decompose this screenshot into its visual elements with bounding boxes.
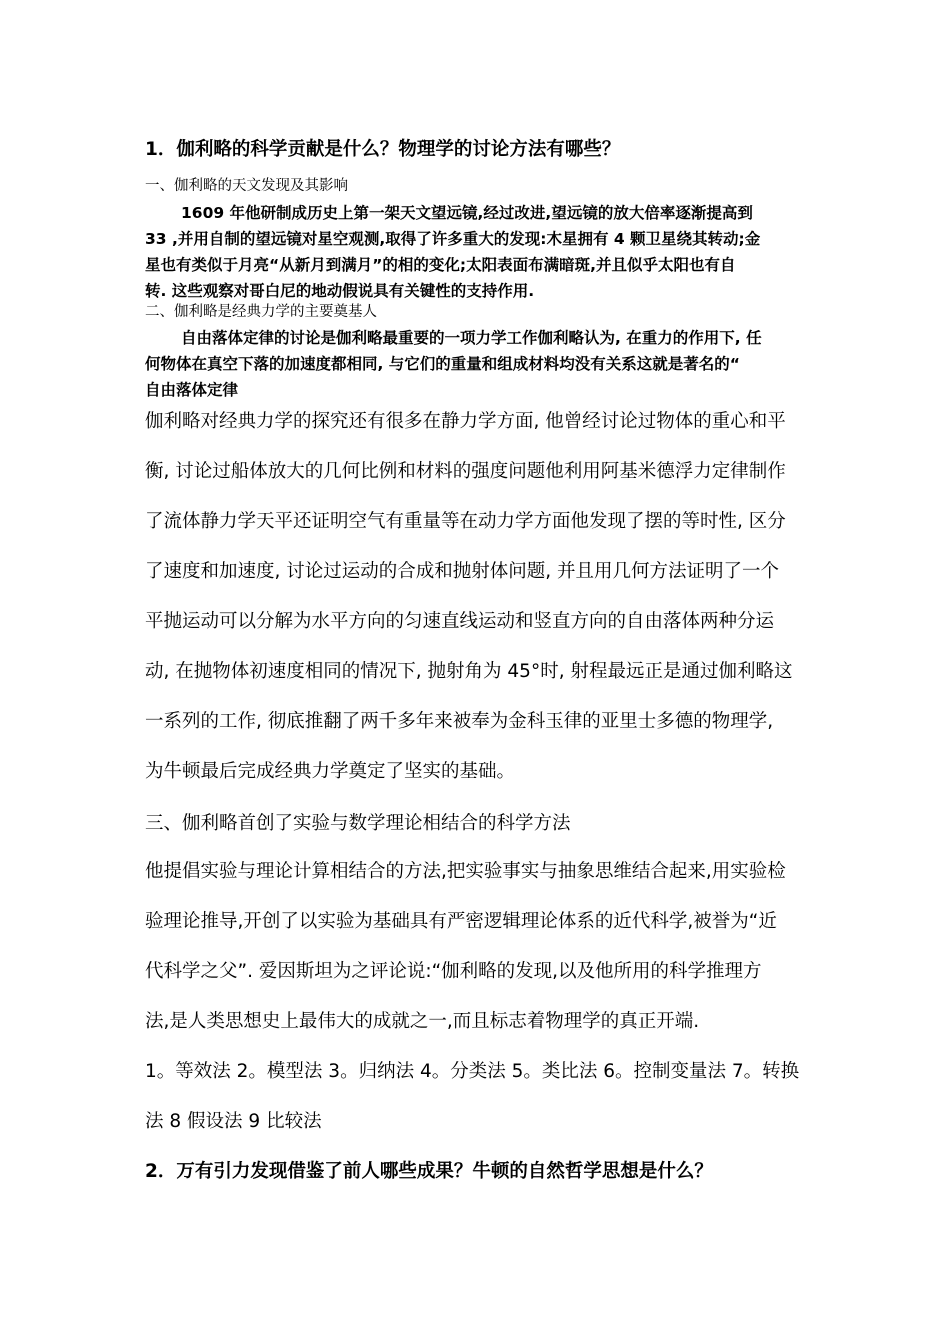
- section-3-paragraph: [145, 847, 825, 1047]
- mechanics-paragraph: [145, 397, 825, 797]
- paragraph-line: 何物体在真空下落的加速度都相同, 与它们的重量和组成材料均没有关系这就是著名的“: [145, 355, 740, 373]
- paragraph-line: 星也有类似于月亮“从新月到满月”的相的变化;太阳表面布满暗斑,并且似乎太阳也有自: [145, 256, 736, 274]
- paragraph-line: 转. 这些观察对哥白尼的地动假说具有关键性的支持作用.: [145, 282, 535, 300]
- paragraph-line: 自由落体定律的讨论是伽利略最重要的一项力学工作伽利略认为, 在重力的作用下, 任: [181, 329, 762, 347]
- paragraph-line: 一系列的工作, 彻底推翻了两千多年来被奉为金科玉律的亚里士多德的物理学,: [145, 711, 774, 732]
- section-2-paragraph: [145, 325, 810, 403]
- paragraph-line: 33 ,并用自制的望远镜对星空观测,取得了许多重大的发现:木星拥有 4 颗卫星绕其转动;金: [145, 230, 761, 248]
- paragraph-line: 代科学之父”. 爱因斯坦为之评论说:“伽利略的发现,以及他所用的科学推理方: [145, 961, 762, 982]
- paragraph-line: 伽利略对经典力学的探究还有很多在静力学方面, 他曾经讨论过物体的重心和平: [145, 411, 786, 432]
- paragraph-line: 验理论推导,开创了以实验为基础具有严密逻辑理论体系的近代科学,被誉为“近: [145, 911, 777, 932]
- section-3-heading: 三、伽利略首创了实验与数学理论相结合的科学方法: [145, 813, 571, 834]
- paragraph-line: 1。等效法 2。模型法 3。归纳法 4。分类法 5。类比法 6。控制变量法 7。转换: [145, 1061, 800, 1082]
- paragraph-line: 了速度和加速度, 讨论过运动的合成和抛射体问题, 并且用几何方法证明了一个: [145, 561, 780, 582]
- paragraph-line: 法 8 假设法 9 比较法: [145, 1111, 322, 1132]
- paragraph-line: 法,是人类思想史上最伟大的成就之一,而且标志着物理学的真正开端.: [145, 1011, 700, 1032]
- section-1-paragraph: [145, 200, 810, 304]
- paragraph-line: 平抛运动可以分解为水平方向的匀速直线运动和竖直方向的自由落体两种分运: [145, 611, 775, 632]
- question-1-heading: 1．伽利略的科学贡献是什么？物理学的讨论方法有哪些？: [145, 139, 621, 160]
- paragraph-line: 衡, 讨论过船体放大的几何比例和材料的强度问题他利用阿基米德浮力定律制作: [145, 461, 786, 482]
- paragraph-line: 他提倡实验与理论计算相结合的方法,把实验事实与抽象思维结合起来,用实验检: [145, 861, 786, 882]
- methods-list: [145, 1047, 825, 1147]
- paragraph-line: 动, 在抛物体初速度相同的情况下, 抛射角为 45°时, 射程最远正是通过伽利略这: [145, 661, 793, 682]
- section-1-heading: 一、伽利略的天文发现及其影响: [145, 178, 348, 194]
- question-2-heading: 2．万有引力发现借鉴了前人哪些成果？牛顿的自然哲学思想是什么？: [145, 1161, 713, 1182]
- section-2-heading: 二、伽利略是经典力学的主要奠基人: [145, 304, 377, 320]
- paragraph-line: 了流体静力学天平还证明空气有重量等在动力学方面他发现了摆的等时性, 区分: [145, 511, 786, 532]
- paragraph-line: 自由落体定律: [145, 381, 239, 399]
- paragraph-line: 为牛顿最后完成经典力学奠定了坚实的基础。: [145, 761, 516, 782]
- paragraph-line: 1609 年他研制成历史上第一架天文望远镜,经过改进,望远镜的放大倍率逐渐提高到: [181, 204, 753, 222]
